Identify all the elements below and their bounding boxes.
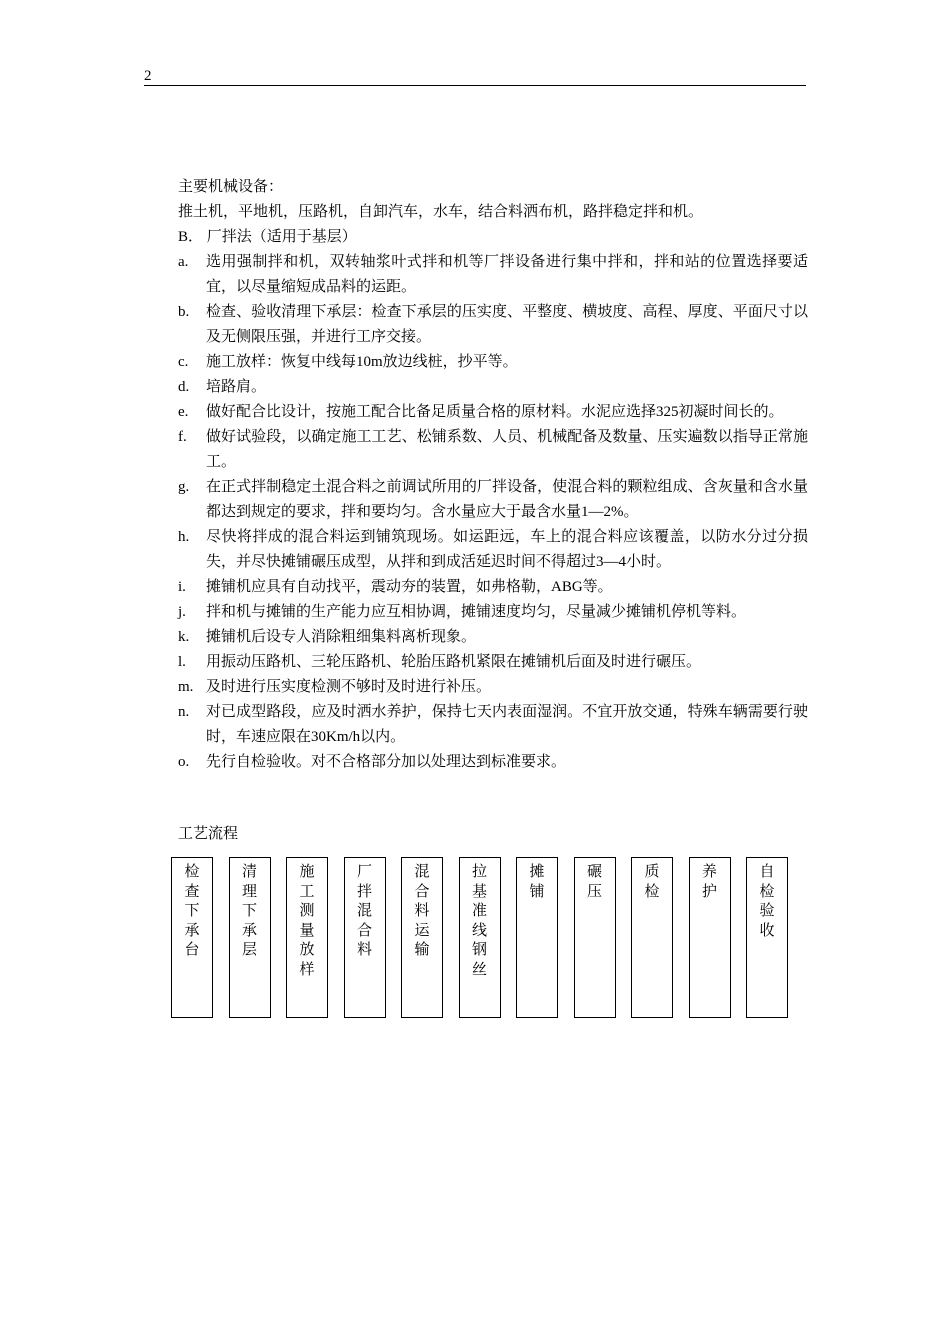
flow-step: 清理下承层	[229, 857, 271, 1018]
list-item: i. 摊铺机应具有自动找平，震动夯的装置，如弗格勒，ABG等。	[178, 579, 613, 595]
list-item: e. 做好配合比设计，按施工配合比备足质量合格的原材料。水泥应选择325初凝时间长的。	[178, 404, 784, 420]
process-flow-title: 工艺流程	[178, 826, 239, 842]
equipment-heading: 主要机械设备：	[178, 179, 284, 195]
page-number: 2	[144, 68, 152, 84]
list-item: b. 检查、验收清理下承层：检查下承层的压实度、平整度、横坡度、高程、厚度、平面尺寸以及无侧限压强，并进行工序交接。	[178, 304, 808, 345]
list-item: l. 用振动压路机、三轮压路机、轮胎压路机紧限在摊铺机后面及时进行碾压。	[178, 654, 702, 670]
list-item: j. 拌和机与摊铺的生产能力应互相协调，摊铺速度均匀，尽量减少摊铺机停机等料。	[178, 604, 747, 620]
list-item: f. 做好试验段，以确定施工工艺、松铺系数、人员、机械配备及数量、压实遍数以指导正常施工。	[178, 429, 808, 470]
flow-step: 厂拌混合料	[344, 857, 386, 1018]
flow-step: 摊铺	[516, 857, 558, 1018]
list-item: m. 及时进行压实度检测不够时及时进行补压。	[178, 679, 492, 695]
list-item: a. 选用强制拌和机，双转轴浆叶式拌和机等厂拌设备进行集中拌和，拌和站的位置选择要适宜，以尽量缩短成品料的运距。	[178, 254, 808, 295]
flow-step: 质检	[631, 857, 673, 1018]
list-item: n. 对已成型路段，应及时洒水养护，保持七天内表面湿润。不宜开放交通，特殊车辆需要行驶时，车速应限在30Km/h以内。	[178, 704, 808, 745]
flow-step: 施工测量放样	[286, 857, 328, 1018]
list-item: h. 尽快将拌成的混合料运到铺筑现场。如运距远，车上的混合料应该覆盖，以防水分过分损失，并尽快摊铺碾压成型，从拌和到成活延迟时间不得超过3—4小时。	[178, 529, 808, 570]
flow-step: 混合料运输	[401, 857, 443, 1018]
list-item: c. 施工放样：恢复中线每10m放边线桩，抄平等。	[178, 354, 518, 370]
flow-step: 拉基准线钢丝	[459, 857, 501, 1018]
flow-step: 碾压	[574, 857, 616, 1018]
list-item: g. 在正式拌制稳定土混合料之前调试所用的厂拌设备，使混合料的颗粒组成、含灰量和含水量都达到规定的要求，拌和要均匀。含水量应大于最含水量1—2%。	[178, 479, 808, 520]
list-item: d. 培路肩。	[178, 379, 267, 395]
flow-step: 检查下承台	[171, 857, 213, 1018]
flow-step: 自检验收	[746, 857, 788, 1018]
list-item: k. 摊铺机后设专人消除粗细集料离析现象。	[178, 629, 477, 645]
document-body	[178, 175, 808, 775]
flow-step: 养护	[689, 857, 731, 1018]
page-header	[144, 68, 806, 86]
list-item: o. 先行自检验收。对不合格部分加以处理达到标准要求。	[178, 754, 567, 770]
section-title: B． 厂拌法（适用于基层）	[178, 229, 357, 245]
equipment-list: 推土机，平地机，压路机，自卸汽车，水车，结合料洒布机，路拌稳定拌和机。	[178, 204, 704, 220]
